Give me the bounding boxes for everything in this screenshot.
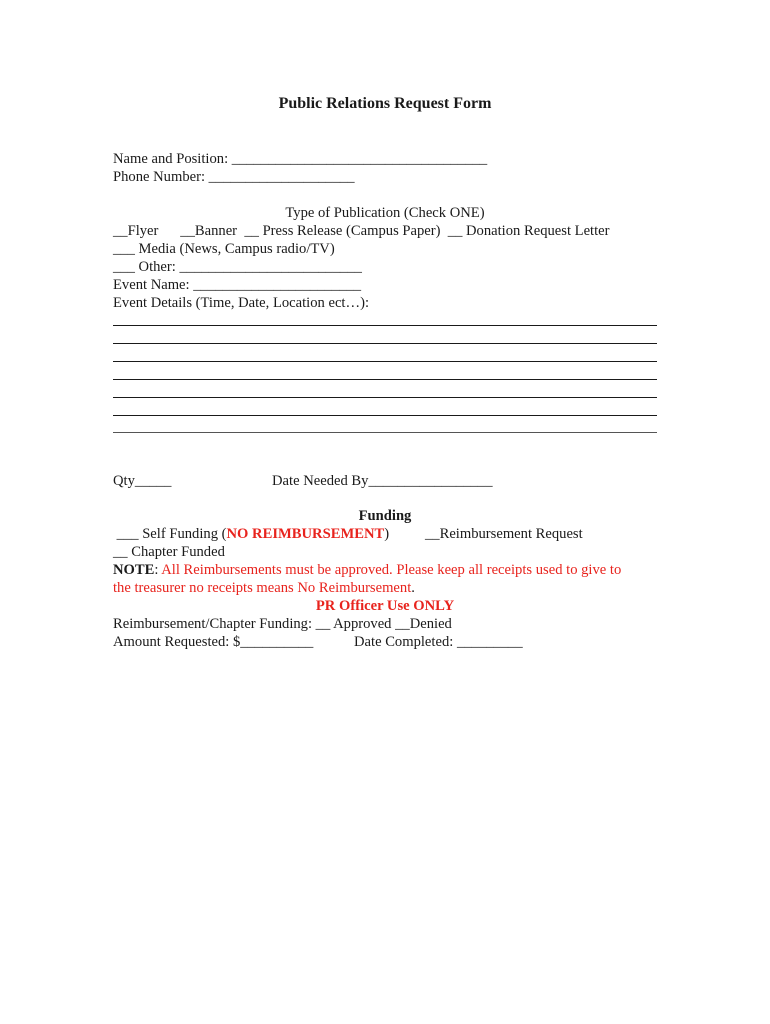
note-text-line1: All Reimbursements must be approved. Please keep all receipts used to give to: [161, 562, 622, 578]
self-funding-option[interactable]: [113, 525, 389, 543]
publication-options-row[interactable]: __Flyer __Banner __ Press Release (Campus Paper) __ Donation Request Letter: [113, 223, 610, 239]
event-details-line[interactable]: [113, 325, 657, 326]
event-details-line[interactable]: [113, 361, 657, 362]
event-details-line[interactable]: [113, 379, 657, 380]
note-label: NOTE: [113, 562, 155, 578]
chapter-funded-option[interactable]: __ Chapter Funded: [113, 544, 225, 560]
pr-officer-heading: PR Officer Use ONLY: [315, 598, 455, 614]
self-funding-prefix: ___ Self Funding (: [113, 526, 227, 542]
reimbursement-chapter-approval[interactable]: Reimbursement/Chapter Funding: __ Approved __Denied: [113, 616, 452, 632]
publication-type-heading: Type of Publication (Check ONE): [285, 205, 485, 221]
note-text-line2: the treasurer no receipts means No Reimbursement: [113, 580, 412, 596]
note-period: .: [411, 580, 415, 596]
amount-requested-field[interactable]: Amount Requested: $__________: [113, 634, 314, 650]
note-colon: :: [154, 562, 162, 578]
self-funding-suffix: ): [384, 526, 390, 542]
event-details-line[interactable]: [113, 397, 657, 398]
publication-media-option[interactable]: ___ Media (News, Campus radio/TV): [113, 241, 335, 257]
name-position-field[interactable]: Name and Position: ___________________________________: [113, 151, 488, 167]
note-line-1: [113, 561, 621, 579]
qty-field[interactable]: Qty_____: [113, 473, 172, 489]
publication-other-field[interactable]: ___ Other: _________________________: [113, 259, 362, 275]
event-details-line[interactable]: [113, 343, 657, 344]
date-needed-field[interactable]: Date Needed By_________________: [272, 473, 493, 489]
date-completed-field[interactable]: Date Completed: _________: [354, 634, 523, 650]
note-line-2: [113, 579, 415, 597]
event-name-field[interactable]: Event Name: _______________________: [113, 277, 362, 293]
event-details-line[interactable]: [113, 415, 657, 416]
reimbursement-request-option[interactable]: __Reimbursement Request: [425, 526, 583, 542]
no-reimbursement-text: NO REIMBURSEMENT: [226, 526, 385, 542]
event-details-label: Event Details (Time, Date, Location ect…):: [113, 295, 369, 311]
form-title: Public Relations Request Form: [278, 95, 492, 112]
funding-heading: Funding: [358, 508, 412, 524]
phone-number-field[interactable]: Phone Number: ____________________: [113, 169, 355, 185]
event-details-line[interactable]: [113, 432, 657, 433]
